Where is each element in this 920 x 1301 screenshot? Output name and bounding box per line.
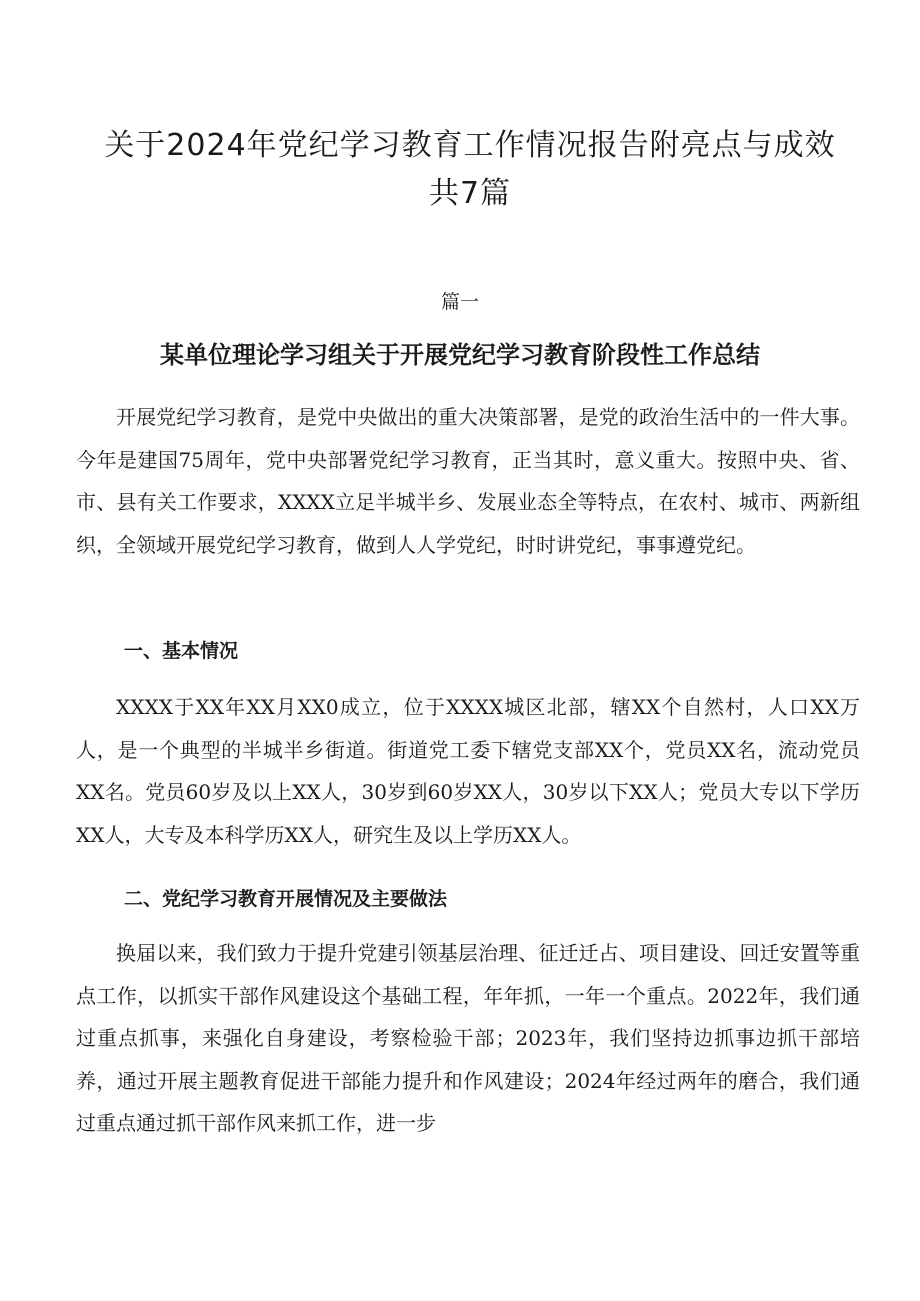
article-subtitle: 某单位理论学习组关于开展党纪学习教育阶段性工作总结 xyxy=(160,341,760,369)
paragraph-basic-situation: XXXX于XX年XX月XX0成立，位于XXXX城区北部，辖XX个自然村，人口XX万人，是一个典型的半城半乡街道。街道党工委下辖党支部XX个，党员XX名，流动党员XX名。党员60岁及以上XX人，30岁到60岁XX人，30岁以下XX人；党员大专以下学历XX人，大专及本科学历XX人，研究生及以上学历XX人。 xyxy=(76,695,860,847)
document-title: 关于2024年党纪学习教育工作情况报告附亮点与成效共7篇 xyxy=(104,128,836,211)
section-label: 篇一 xyxy=(440,291,479,313)
paragraph-intro: 开展党纪学习教育，是党中央做出的重大决策部署，是党的政治生活中的一件大事。今年是建国75周年，党中央部署党纪学习教育，正当其时，意义重大。按照中央、省、市、县有关工作要求，XXXX立足半城半乡、发展业态全等特点，在农村、城市、两新组织，全领域开展党纪学习教育，做到人人学党纪，时时讲党纪，事事遵党纪。 xyxy=(76,405,860,557)
paragraph-practices: 换届以来，我们致力于提升党建引领基层治理、征迁迁占、项目建设、回迁安置等重点工作，以抓实干部作风建设这个基础工程，年年抓，一年一个重点。2022年，我们通过重点抓事，来强化自身建设，考察检验干部；2023年，我们坚持边抓事边抓干部培养，通过开展主题教育促进干部能力提升和作风建设；2024年经过两年的磨合，我们通过重点通过抓干部作风来抓工作，进一步 xyxy=(76,941,860,1135)
section-heading-practices: 二、党纪学习教育开展情况及主要做法 xyxy=(124,888,448,910)
section-heading-basic-situation: 一、基本情况 xyxy=(124,640,239,662)
